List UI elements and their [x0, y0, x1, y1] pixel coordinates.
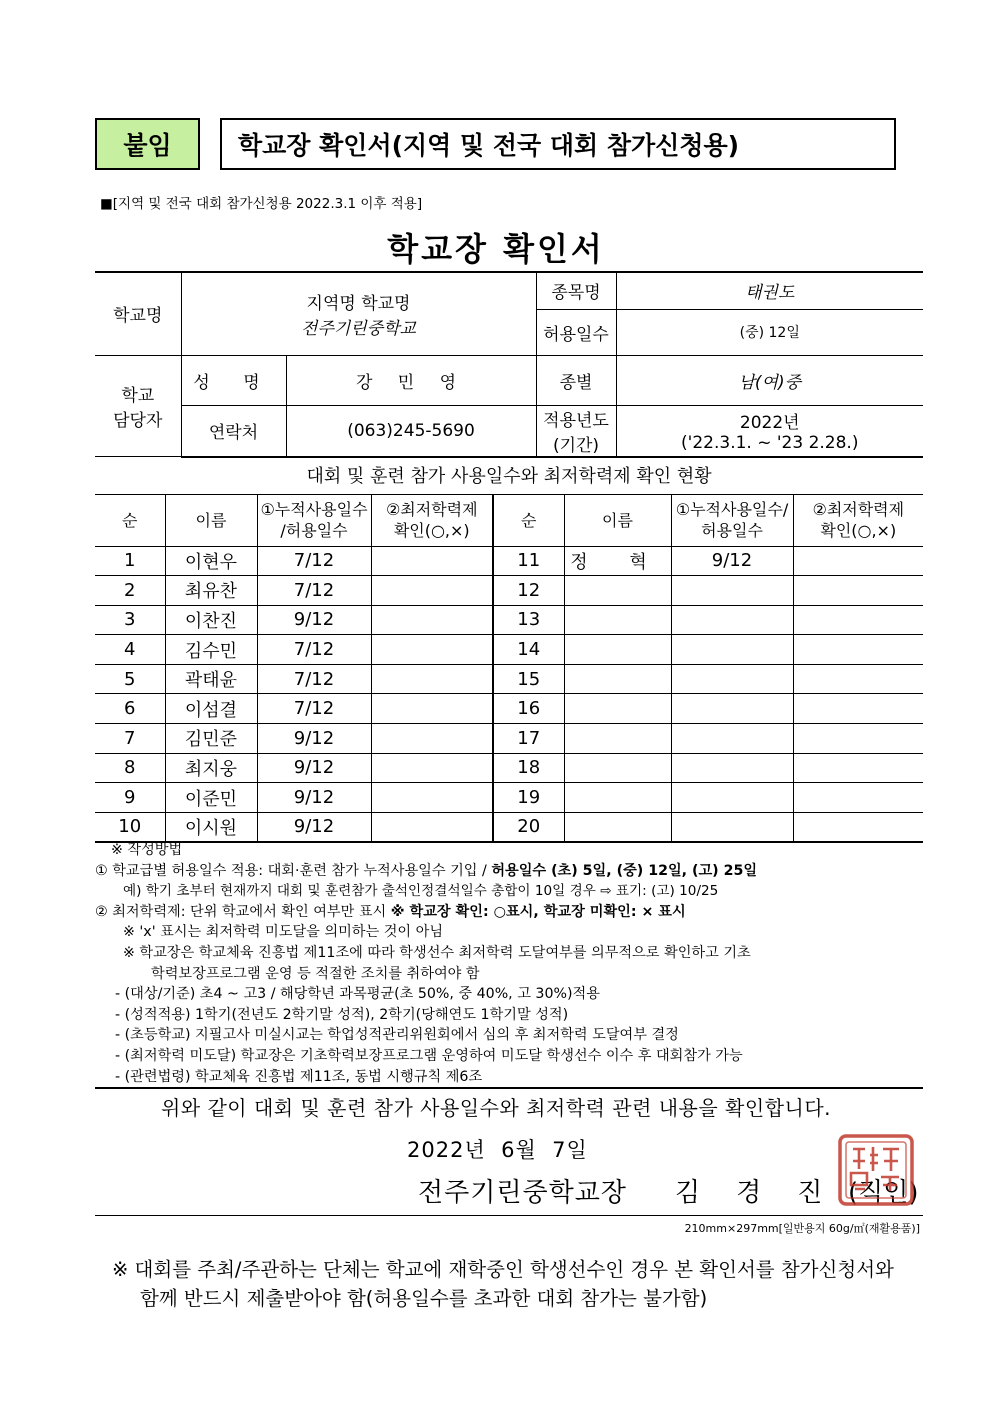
info-table — [95, 271, 923, 458]
contact-label-line2: 담당자 — [113, 410, 163, 431]
row-no: 6 — [95, 694, 165, 724]
row-no-2: 17 — [493, 724, 564, 754]
row-name: 이섬결 — [165, 694, 257, 724]
header-days-2: ①누적사용일수/ 허용일수 — [671, 494, 793, 546]
row-name-2 — [564, 724, 671, 754]
row-no: 2 — [95, 576, 165, 606]
row-check — [371, 635, 493, 665]
row-check-2 — [793, 605, 923, 635]
row-no-2: 12 — [493, 576, 564, 606]
row-name: 이준민 — [165, 783, 257, 813]
row-days: 7/12 — [257, 664, 371, 694]
year-value: 2022년 — [739, 413, 800, 433]
category-label: 종별 — [536, 355, 616, 405]
detail-2: - (성적적용) 1학기(전년도 2학기말 성적), 2학기(당해연도 1학기말 성적) — [115, 1006, 569, 1023]
note-4-line2: 학력보장프로그램 운영 등 적절한 조치를 취하여야 함 — [151, 965, 480, 982]
form-header-title: 학교장 확인서(지역 및 전국 대회 참가신청용) — [220, 118, 896, 170]
header-name-2: 이름 — [564, 494, 671, 546]
footer-note — [112, 1255, 894, 1313]
table-row — [95, 783, 923, 813]
row-days: 9/12 — [257, 724, 371, 754]
row-no: 4 — [95, 635, 165, 665]
row-no-2: 14 — [493, 635, 564, 665]
year-label-line2: (기간) — [552, 435, 600, 456]
row-name-2 — [564, 635, 671, 665]
row-name-2 — [564, 694, 671, 724]
event-label: 종목명 — [536, 272, 616, 309]
row-name-2: 정 혁 — [564, 546, 671, 576]
school-region-label: 지역명 학교명 — [306, 293, 411, 314]
apply-note: ■[지역 및 전국 대회 참가신청용 2022.3.1 이후 적용] — [100, 196, 423, 212]
document-title: 학교장 확인서 — [387, 230, 605, 268]
row-check — [371, 812, 493, 842]
phone-label: 연락처 — [181, 405, 286, 457]
name-label: 성 명 — [181, 355, 286, 405]
school-name: 전주기린중학교 — [301, 318, 416, 339]
detail-4: - (최저학력 미도달) 학교장은 기초학력보장프로그램 운영하여 미도달 학생선수 이수 후 대회참가 가능 — [115, 1047, 743, 1064]
row-days: 9/12 — [257, 783, 371, 813]
note-2 — [95, 902, 923, 923]
paper-spec: 210mm×297mm[일반용지 60g/㎡(재활용품)] — [684, 1222, 920, 1235]
status-caption: 대회 및 훈련 참가 사용일수와 최저학력제 확인 현황 — [95, 456, 923, 494]
row-check-2 — [793, 635, 923, 665]
allowed-days-value: (중) 12일 — [616, 309, 923, 355]
row-days: 9/12 — [257, 753, 371, 783]
row-name-2 — [564, 812, 671, 842]
table-row — [95, 635, 923, 665]
signer-name: 김경진 — [675, 1178, 859, 1208]
row-name-2 — [564, 783, 671, 813]
row-days-2 — [671, 753, 793, 783]
row-name: 이시원 — [165, 812, 257, 842]
row-check — [371, 783, 493, 813]
header-check-2: ②최저학력제 확인(○,×) — [793, 494, 923, 546]
year-cell — [616, 405, 923, 457]
row-days-2 — [671, 576, 793, 606]
row-check — [371, 724, 493, 754]
row-name: 김수민 — [165, 635, 257, 665]
note-1 — [95, 861, 923, 882]
table-row — [95, 753, 923, 783]
row-check-2 — [793, 812, 923, 842]
row-no-2: 15 — [493, 664, 564, 694]
allowed-days-label: 허용일수 — [536, 309, 616, 355]
row-name: 이현우 — [165, 546, 257, 576]
seal-label: (직인) — [848, 1178, 919, 1208]
note-3: ※ 'x' 표시는 최저학력 미도달을 의미하는 것이 아님 — [123, 924, 444, 941]
attachment-tag: 붙임 — [95, 118, 200, 170]
header-no-2: 순 — [493, 494, 564, 546]
row-check-2 — [793, 664, 923, 694]
row-no-2: 13 — [493, 605, 564, 635]
row-name: 최지웅 — [165, 753, 257, 783]
row-check-2 — [793, 724, 923, 754]
row-no: 3 — [95, 605, 165, 635]
table-row — [95, 812, 923, 842]
row-no: 7 — [95, 724, 165, 754]
row-check-2 — [793, 783, 923, 813]
row-days: 7/12 — [257, 694, 371, 724]
signer-school: 전주기린중학교장 — [418, 1178, 627, 1208]
row-days-2 — [671, 635, 793, 665]
row-days: 9/12 — [257, 605, 371, 635]
header-name: 이름 — [165, 494, 257, 546]
row-no-2: 16 — [493, 694, 564, 724]
row-check-2 — [793, 694, 923, 724]
row-days-2 — [671, 724, 793, 754]
row-name-2 — [564, 664, 671, 694]
row-no-2: 18 — [493, 753, 564, 783]
row-days-2 — [671, 694, 793, 724]
note-1-bold: 허용일수 (초) 5일, (중) 12일, (고) 25일 — [491, 862, 758, 879]
official-seal-stamp — [837, 1133, 915, 1207]
row-check-2 — [793, 546, 923, 576]
row-name: 김민준 — [165, 724, 257, 754]
notes-heading: ※ 작성방법 — [111, 842, 183, 858]
row-name: 곽태윤 — [165, 664, 257, 694]
contact-label — [95, 355, 181, 457]
instructions — [95, 840, 923, 1087]
category-value: 남(여)중 — [616, 355, 923, 405]
table-row — [95, 605, 923, 635]
row-no: 8 — [95, 753, 165, 783]
row-days: 7/12 — [257, 576, 371, 606]
note-1-text: ① 학교급별 허용일수 적용: 대회·훈련 참가 누적사용일수 기입 / — [95, 862, 492, 879]
row-no: 10 — [95, 812, 165, 842]
row-name-2 — [564, 605, 671, 635]
year-label — [536, 405, 616, 457]
header-no: 순 — [95, 494, 165, 546]
school-label: 학교명 — [95, 272, 181, 355]
table-row — [95, 694, 923, 724]
row-check-2 — [793, 753, 923, 783]
row-days-2: 9/12 — [671, 546, 793, 576]
row-no: 5 — [95, 664, 165, 694]
row-name: 이찬진 — [165, 605, 257, 635]
note-4-line1: ※ 학교장은 학교체육 진흥법 제11조에 따라 학생선수 최저학력 도달여부를 의무적으로 확인하고 기초 — [123, 944, 751, 961]
phone-value: (063)245-5690 — [286, 405, 536, 457]
row-check-2 — [793, 576, 923, 606]
row-no-2: 11 — [493, 546, 564, 576]
footer-line2: 함께 반드시 제출받아야 함(허용일수를 초과한 대회 참가는 불가함) — [140, 1287, 708, 1310]
note-2-bold: ※ 학교장 확인: ○표시, 학교장 미확인: × 표시 — [390, 903, 686, 920]
row-days: 7/12 — [257, 635, 371, 665]
header-days: ①누적사용일수 /허용일수 — [257, 494, 371, 546]
detail-1: - (대상/기준) 초4 ~ 고3 / 해당학년 과목평균(초 50%, 중 40%, 고 30%)적용 — [115, 986, 600, 1003]
header-check: ②최저학력제 확인(○,×) — [371, 494, 493, 546]
event-value: 태권도 — [616, 272, 923, 309]
table-row — [95, 664, 923, 694]
issue-date: 2022년 6월 7일 — [407, 1138, 588, 1162]
note-1-example: 예) 학기 초부터 현재까지 대회 및 훈련참가 출석인정결석일수 총합이 10일 경우 ⇨ 표기: (고) 10/25 — [123, 883, 719, 900]
row-check — [371, 546, 493, 576]
row-days-2 — [671, 664, 793, 694]
year-label-line1: 적용년도 — [543, 410, 609, 431]
notes-bottom-rule — [95, 1087, 923, 1089]
period-value: ('22.3.1. ~ '23 2.28.) — [681, 433, 859, 453]
note-2-text: ② 최저학력제: 단위 학교에서 확인 여부만 표시 — [95, 903, 391, 920]
status-table — [95, 456, 923, 843]
contact-label-line1: 학교 — [121, 385, 155, 406]
signature-rule — [95, 1215, 923, 1216]
row-days: 7/12 — [257, 546, 371, 576]
row-name-2 — [564, 753, 671, 783]
table-row — [95, 724, 923, 754]
detail-3: - (초등학교) 지필고사 미실시교는 학업성적관리위원회에서 심의 후 최저학력 도달여부 결정 — [115, 1027, 679, 1044]
row-check — [371, 753, 493, 783]
school-cell — [181, 272, 536, 355]
row-check — [371, 694, 493, 724]
name-value: 강 민 영 — [286, 355, 536, 405]
row-no-2: 20 — [493, 812, 564, 842]
confirmation-text: 위와 같이 대회 및 훈련 참가 사용일수와 최저학력 관련 내용을 확인합니다. — [160, 1096, 832, 1120]
row-check — [371, 576, 493, 606]
footer-line1: ※ 대회를 주최/주관하는 단체는 학교에 재학중인 학생선수인 경우 본 확인서를 참가신청서와 — [112, 1258, 894, 1281]
row-days-2 — [671, 812, 793, 842]
row-check — [371, 664, 493, 694]
table-row — [95, 546, 923, 576]
detail-5: - (관련법령) 학교체육 진흥법 제11조, 동법 시행규칙 제6조 — [115, 1068, 483, 1085]
row-name: 최유찬 — [165, 576, 257, 606]
row-name-2 — [564, 576, 671, 606]
row-days-2 — [671, 605, 793, 635]
row-days-2 — [671, 783, 793, 813]
row-days: 9/12 — [257, 812, 371, 842]
row-no-2: 19 — [493, 783, 564, 813]
row-no: 1 — [95, 546, 165, 576]
table-row — [95, 576, 923, 606]
row-check — [371, 605, 493, 635]
row-no: 9 — [95, 783, 165, 813]
